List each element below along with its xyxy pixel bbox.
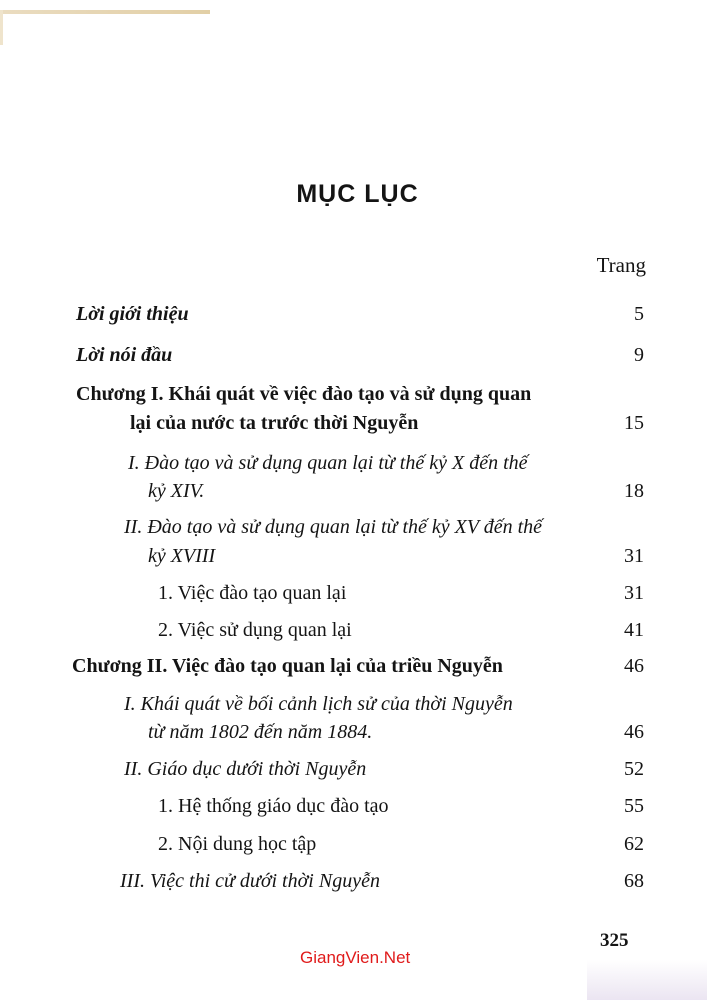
page-number: 325 — [600, 930, 629, 951]
toc-entry-title: 2. Nội dung học tập — [158, 833, 317, 855]
toc-entry-page: 62 — [624, 833, 644, 855]
toc-entry-title: II. Giáo dục dưới thời Nguyễn — [124, 758, 367, 780]
toc-entry-page: 55 — [624, 795, 644, 817]
toc-entry-page: 41 — [624, 619, 644, 641]
scan-shadow — [587, 960, 707, 1000]
toc-entry-title-line-1: Chương I. Khái quát về việc đào tạo và sử dụng quan — [76, 383, 532, 405]
toc-entry-page: 46 — [624, 655, 644, 677]
toc-entry-title-line-2: kỷ XVIII — [148, 545, 216, 567]
toc-entry-title: Chương II. Việc đào tạo quan lại của triều Nguyễn — [72, 655, 503, 677]
toc-entry-title: 1. Hệ thống giáo dục đào tạo — [158, 795, 389, 817]
page-column-header: Trang — [596, 253, 646, 277]
toc-entry-page: 31 — [624, 582, 644, 604]
toc-entry-title-line-2: từ năm 1802 đến năm 1884. — [148, 721, 373, 743]
page-title: MỤC LỤC — [296, 180, 419, 208]
toc-entry-title: III. Việc thi cử dưới thời Nguyễn — [120, 870, 380, 892]
toc-entry-title: 1. Việc đào tạo quan lại — [158, 582, 347, 604]
toc-entry-page: 31 — [624, 545, 644, 567]
toc-entry-page: 9 — [634, 344, 644, 366]
toc-entry-title-line-1: I. Khái quát về bối cảnh lịch sử của thời Nguyễn — [124, 693, 513, 715]
toc-entry-title-line-1: II. Đào tạo và sử dụng quan lại từ thế kỷ XV đến thế — [124, 516, 543, 538]
page-edge-decoration — [0, 10, 210, 14]
toc-entry-title: Lời nói đầu — [76, 344, 173, 366]
toc-entry-page: 68 — [624, 870, 644, 892]
toc-entry-page: 5 — [634, 303, 644, 325]
toc-entry-title-line-2: lại của nước ta trước thời Nguyễn — [130, 412, 419, 434]
toc-entry-title-line-1: I. Đào tạo và sử dụng quan lại từ thế kỷ X đến thế — [128, 452, 528, 474]
toc-entry-page: 18 — [624, 480, 644, 502]
toc-entry-title-line-2: kỷ XIV. — [148, 480, 205, 502]
toc-entry-page: 46 — [624, 721, 644, 743]
toc-entry-page: 15 — [624, 412, 644, 434]
watermark-text: GiangVien.Net — [300, 948, 411, 967]
toc-entry-title: 2. Việc sử dụng quan lại — [158, 619, 352, 641]
toc-entry-page: 52 — [624, 758, 644, 780]
toc-entry-title: Lời giới thiệu — [76, 303, 189, 325]
page-edge-decoration-side — [0, 10, 3, 45]
